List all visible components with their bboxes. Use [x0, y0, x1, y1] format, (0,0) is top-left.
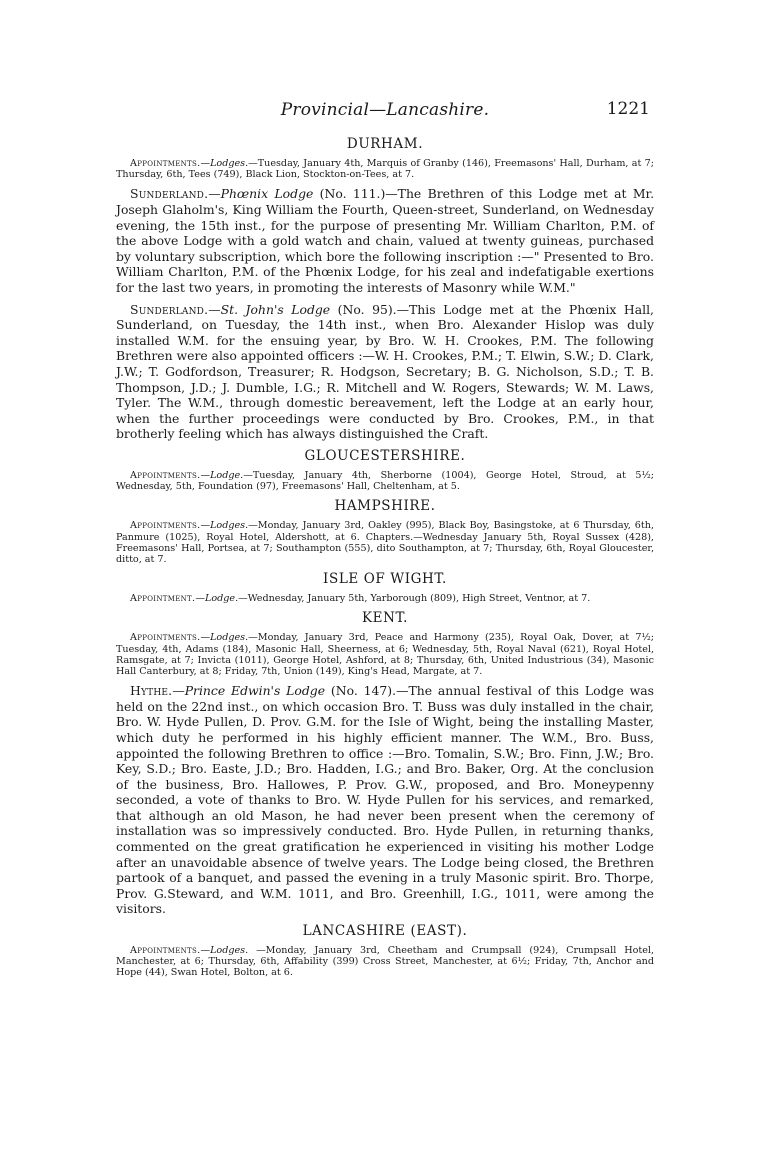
paragraph-text: (No. 111.)—The Brethren of this Lodge met at Mr. Joseph Glaholm's, King William the Fourth, Queen-street, Sunderland, on Wednesday evening, the 15th inst., for the purpose of presenting Mr. William Charlton, P.M. of the above Lodge with a gold watch and chain, valued at twenty guineas, purchased by voluntary subscription, which bore the following inscription :—" Presented to Bro. William Charlton, P.M. of the Phœnix Lodge, for his zeal and indefatigable exertions for the last two years, in promoting the interests of Masonry while W.M.": [116, 186, 655, 295]
section-heading-durham: DURHAM.: [346, 136, 424, 152]
appointments-text: —Wednesday, January 5th, Yarborough (809), High Street, Ventnor, at 7.: [238, 593, 591, 605]
paragraph-lodge: —Prince Edwin's Lodge: [172, 683, 326, 699]
appointments-text: —Monday, January 3rd, Peace and Harmony (235), Royal Oak, Dover, at 7½; Tuesday, 4th, Adams (184), Masonic Hall, Sheerness, at 6; Wednesday, 5th, Royal Naval (621), Royal Hotel, Ramsgate, at 7; Invicta (1011), George Hotel, Ashford, at 8; Thursday, 6th, United Industrious (34), Masonic Hall Canterbury, at 8; Friday, 7th, Union (149), King's Head, Margate, at 7.: [116, 632, 654, 677]
appointments-text: —Tuesday, January 4th, Marquis of Granby (146), Freemasons' Hall, Durham, at 7; Thursday, 6th, Tees (749), Black Lion, Stockton-on-Tees, at 7.: [116, 158, 654, 181]
appointments-kind: —Lodges.: [200, 945, 249, 957]
running-head: [116, 100, 654, 130]
appointments-lead: Appointments.: [130, 469, 201, 481]
paragraph-lodge: —St. John's Lodge: [208, 301, 331, 317]
appointments-lead: Appointments.: [130, 158, 201, 169]
appointments-lead: Appointments.: [130, 632, 201, 644]
appointments-lead: Appointments.: [130, 945, 201, 957]
appointments-gloucestershire: [116, 470, 654, 492]
paragraph-lead: Sunderland.: [130, 186, 209, 202]
running-title: Provincial—Lancashire.: [280, 100, 490, 120]
appointments-kent: [116, 632, 654, 677]
appointments-kind: —Lodges.: [200, 632, 249, 644]
appointments-lancashire-east: [116, 945, 654, 979]
paragraph-sunderland-phoenix: [116, 186, 654, 295]
appointments-text: —Monday, January 3rd, Cheetham and Crumpsall (924), Crumpsall Hotel, Manchester, at 6; Thursday, 6th, Affability (399) Cross Street, Manchester, at 6½; Friday, 7th, Anchor and Hope (44), Swan Hotel, Bolton, at 6.: [116, 945, 654, 979]
paragraph-lodge: —Phœnix Lodge: [208, 186, 314, 202]
appointments-text: —Monday, January 3rd, Oakley (995), Black Boy, Basingstoke, at 6 Thursday, 6th, Panmure (1025), Royal Hotel, Aldershott, at 6. Chapters.—Wednesday January 5th, Royal Sussex (428), Freemasons' Hall, Portsea, at 7; Southampton (555), dito Southampton, at 7; Thursday, 6th, Royal Gloucester, ditto, at 7.: [116, 520, 654, 565]
appointments-isle-of-wight: [116, 593, 654, 604]
appointments-kind: —Lodges.: [200, 158, 249, 169]
section-heading-hampshire: HAMPSHIRE.: [334, 498, 436, 515]
paragraph-sunderland-st-johns: [116, 302, 654, 442]
paragraph-hythe: [116, 683, 654, 917]
appointments-kind: —Lodge.: [200, 469, 244, 481]
section-heading-kent: KENT.: [361, 610, 409, 627]
appointments-kind: —Lodge.: [195, 593, 239, 605]
appointments-hampshire: [116, 520, 654, 565]
paragraph-text: (No. 95).—This Lodge met at the Phœnix Hall, Sunderland, on Tuesday, the 14th inst., when Bro. Alexander Hislop was duly installed W.M. for the ensuing year, by Bro. W. H. Crookes, P.M. The following Brethren were also appointed officers :—W. H. Crookes, P.M.; T. Elwin, S.W.; D. Clark, J.W.; T. Godfordson, Treasurer; R. Hodgson, Secretary; B. G. Nicholson, S.D.; T. B. Thompson, J.D.; J. Dumble, I.G.; R. Mitchell and W. Rogers, Stewards; W. M. Laws, Tyler. The W.M., through domestic bereavement, left the Lodge at an early hour, when the further proceedings were conducted by Bro. Crookes, P.M., in that brotherly feeling which has always distinguished the Craft.: [116, 301, 654, 442]
appointments-lead: Appointments.: [130, 520, 201, 532]
appointments-kind: —Lodges.: [200, 520, 249, 532]
appointments-durham: [116, 158, 654, 180]
page-number: 1221: [606, 99, 650, 119]
section-heading-gloucestershire: GLOUCESTERSHIRE.: [304, 447, 466, 464]
section-heading-lancashire-east: LANCASHIRE (EAST).: [302, 923, 468, 940]
appointments-text: —Tuesday, January 4th, Sherborne (1004), George Hotel, Stroud, at 5½; Wednesday, 5th, Foundation (97), Freemasons' Hall, Cheltenham, at 5.: [116, 469, 654, 493]
paragraph-lead: Hythe.: [130, 683, 173, 699]
page: [116, 100, 654, 985]
paragraph-lead: Sunderland.: [130, 301, 209, 317]
paragraph-text: (No. 147).—The annual festival of this Lodge was held on the 22nd inst., on which occasion Bro. T. Buss was duly installed in the chair, Bro. W. Hyde Pullen, D. Prov. G.M. for the Isle of Wight, being the installing Master, which duty he performed in his highly efficient manner. The W.M., Bro. Buss, appointed the following Brethren to office :—Bro. Tomalin, S.W.; Bro. Finn, J.W.; Bro. Key, S.D.; Bro. Easte, J.D.; Bro. Hadden, I.G.; and Bro. Baker, Org. At the conclusion of the business, Bro. Hallowes, P. Prov. G.W., proposed, and Bro. Moneypenny seconded, a vote of thanks to Bro. W. Hyde Pullen for his services, and remarked, that although an old Mason, he had never been present when the ceremony of installation was so impressively conducted. Bro. Hyde Pullen, in returning thanks, commented on the great gratification he experienced in visiting his mother Lodge after an unavoidable absence of twelve years. The Lodge being closed, the Brethren partook of a banquet, and passed the evening in a truly Masonic spirit. Bro. Thorpe, Prov. G.Steward, and W.M. 1011, and Bro. Greenhill, I.G., 1011, were among the visitors.: [116, 683, 654, 917]
section-heading-isle-of-wight: ISLE OF WIGHT.: [323, 571, 447, 588]
appointments-lead: Appointment.: [130, 593, 196, 605]
